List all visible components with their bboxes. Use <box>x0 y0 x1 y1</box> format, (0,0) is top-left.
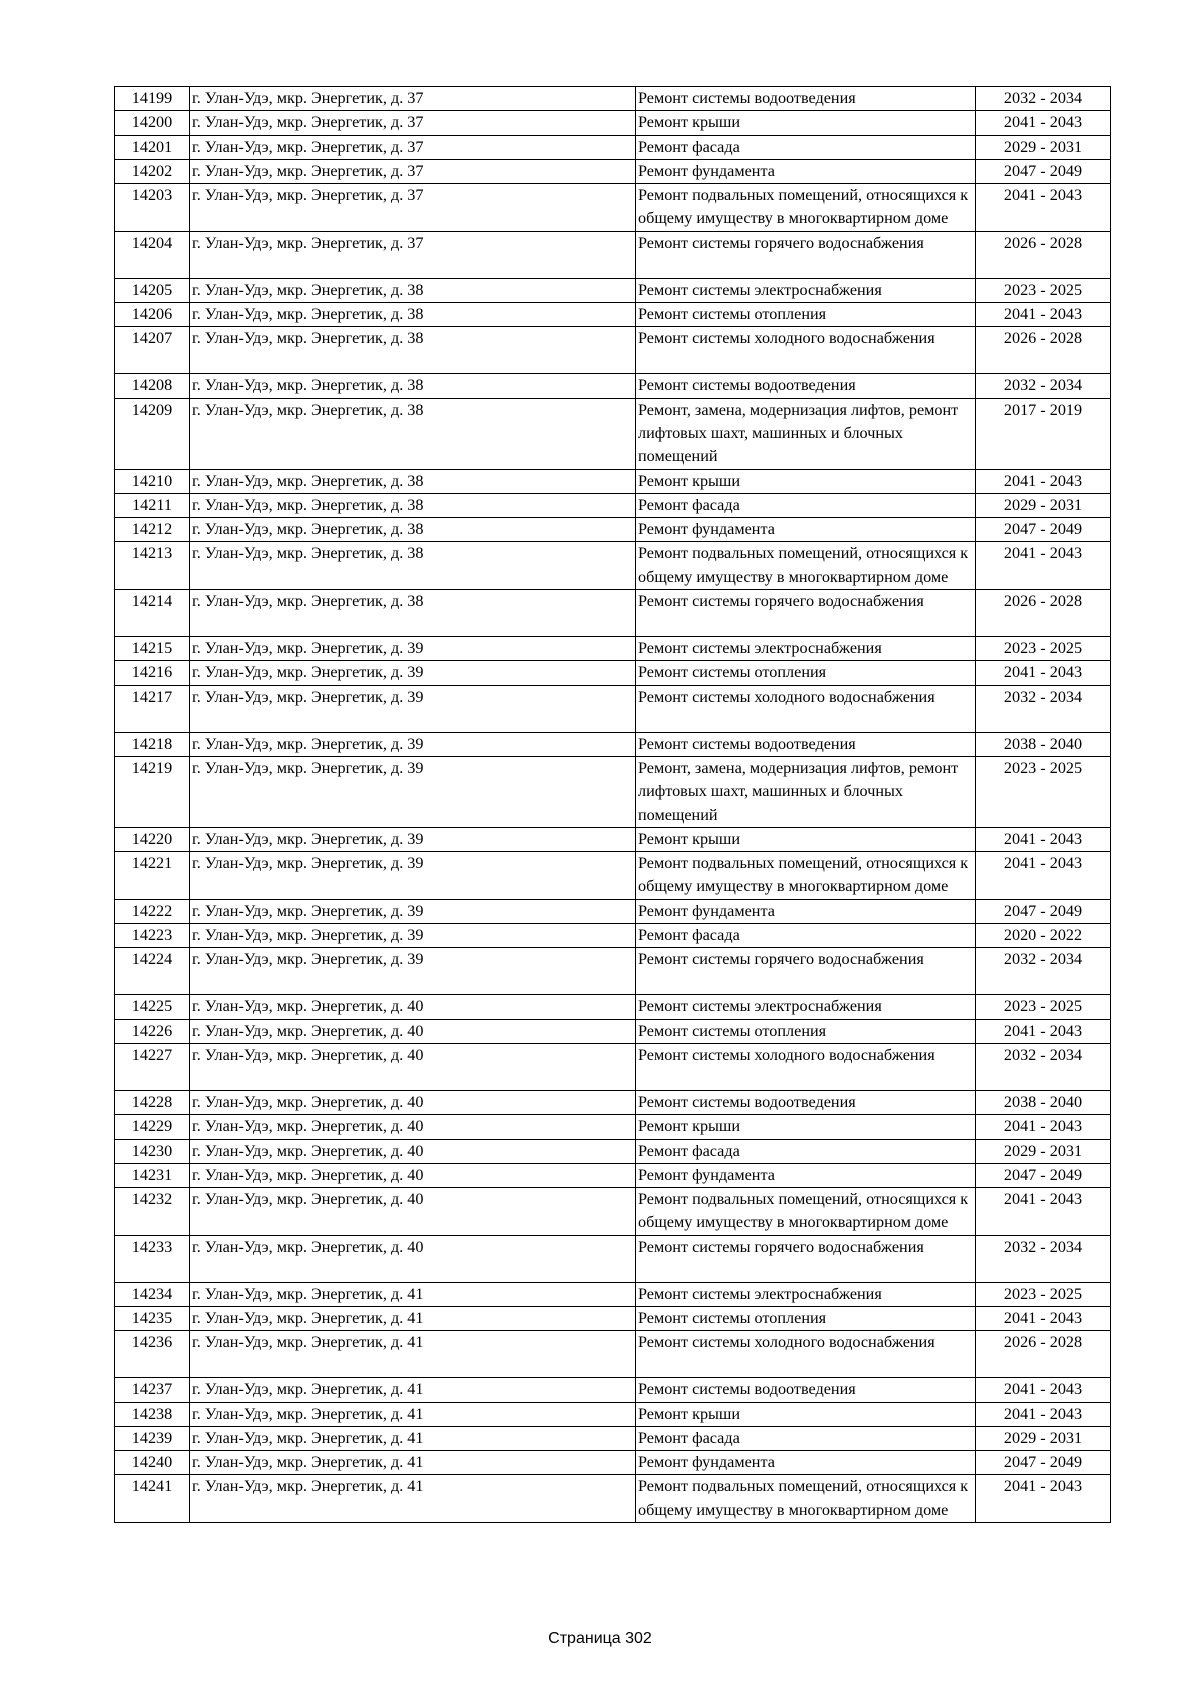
table-row <box>115 637 1111 661</box>
period-cell: 2041 - 2043 <box>976 542 1111 590</box>
address-cell: г. Улан-Удэ, мкр. Энергетик, д. 40 <box>190 1163 636 1187</box>
address-cell: г. Улан-Удэ, мкр. Энергетик, д. 41 <box>190 1402 636 1426</box>
period-cell: 2026 - 2028 <box>976 1331 1111 1378</box>
work-type-cell: Ремонт системы отопления <box>636 661 976 685</box>
work-type-cell: Ремонт подвальных помещений, относящихся к общему имуществу в многоквартирном доме <box>636 184 976 232</box>
table-row <box>115 1090 1111 1114</box>
address-cell: г. Улан-Удэ, мкр. Энергетик, д. 40 <box>190 1019 636 1043</box>
table-row <box>115 1163 1111 1187</box>
period-cell: 2041 - 2043 <box>976 469 1111 493</box>
table-row <box>115 899 1111 923</box>
table-row <box>115 1019 1111 1043</box>
table-row <box>115 1475 1111 1523</box>
table-row <box>115 469 1111 493</box>
row-number-cell: 14223 <box>115 924 190 948</box>
table-row <box>115 590 1111 637</box>
period-cell: 2047 - 2049 <box>976 518 1111 542</box>
work-type-cell: Ремонт системы холодного водоснабжения <box>636 685 976 732</box>
address-cell: г. Улан-Удэ, мкр. Энергетик, д. 40 <box>190 1139 636 1163</box>
row-number-cell: 14212 <box>115 518 190 542</box>
address-cell: г. Улан-Удэ, мкр. Энергетик, д. 40 <box>190 1043 636 1090</box>
address-cell: г. Улан-Удэ, мкр. Энергетик, д. 38 <box>190 374 636 398</box>
work-type-cell: Ремонт крыши <box>636 827 976 851</box>
work-type-cell: Ремонт фундамента <box>636 1163 976 1187</box>
address-cell: г. Улан-Удэ, мкр. Энергетик, д. 41 <box>190 1306 636 1330</box>
table-row <box>115 398 1111 469</box>
address-cell: г. Улан-Удэ, мкр. Энергетик, д. 38 <box>190 542 636 590</box>
address-cell: г. Улан-Удэ, мкр. Энергетик, д. 38 <box>190 590 636 637</box>
work-type-cell: Ремонт фундамента <box>636 159 976 183</box>
address-cell: г. Улан-Удэ, мкр. Энергетик, д. 39 <box>190 827 636 851</box>
period-cell: 2041 - 2043 <box>976 1115 1111 1139</box>
period-cell: 2032 - 2034 <box>976 87 1111 111</box>
work-type-cell: Ремонт фасада <box>636 1139 976 1163</box>
period-cell: 2041 - 2043 <box>976 303 1111 327</box>
table-row <box>115 756 1111 827</box>
table-row <box>115 231 1111 278</box>
address-cell: г. Улан-Удэ, мкр. Энергетик, д. 41 <box>190 1331 636 1378</box>
address-cell: г. Улан-Удэ, мкр. Энергетик, д. 41 <box>190 1282 636 1306</box>
row-number-cell: 14229 <box>115 1115 190 1139</box>
table-row <box>115 1331 1111 1378</box>
address-cell: г. Улан-Удэ, мкр. Энергетик, д. 38 <box>190 303 636 327</box>
table-row <box>115 685 1111 732</box>
work-type-cell: Ремонт системы холодного водоснабжения <box>636 1331 976 1378</box>
period-cell: 2023 - 2025 <box>976 278 1111 302</box>
work-type-cell: Ремонт системы электроснабжения <box>636 278 976 302</box>
work-type-cell: Ремонт системы электроснабжения <box>636 995 976 1019</box>
period-cell: 2032 - 2034 <box>976 1235 1111 1282</box>
address-cell: г. Улан-Удэ, мкр. Энергетик, д. 41 <box>190 1426 636 1450</box>
address-cell: г. Улан-Удэ, мкр. Энергетик, д. 38 <box>190 398 636 469</box>
period-cell: 2041 - 2043 <box>976 1306 1111 1330</box>
table-row <box>115 732 1111 756</box>
period-cell: 2041 - 2043 <box>976 184 1111 232</box>
row-number-cell: 14203 <box>115 184 190 232</box>
address-cell: г. Улан-Удэ, мкр. Энергетик, д. 37 <box>190 159 636 183</box>
address-cell: г. Улан-Удэ, мкр. Энергетик, д. 38 <box>190 327 636 374</box>
address-cell: г. Улан-Удэ, мкр. Энергетик, д. 39 <box>190 732 636 756</box>
address-cell: г. Улан-Удэ, мкр. Энергетик, д. 38 <box>190 278 636 302</box>
row-number-cell: 14209 <box>115 398 190 469</box>
row-number-cell: 14215 <box>115 637 190 661</box>
row-number-cell: 14240 <box>115 1451 190 1475</box>
address-cell: г. Улан-Удэ, мкр. Энергетик, д. 39 <box>190 685 636 732</box>
period-cell: 2041 - 2043 <box>976 1019 1111 1043</box>
work-type-cell: Ремонт системы водоотведения <box>636 374 976 398</box>
period-cell: 2041 - 2043 <box>976 827 1111 851</box>
work-type-cell: Ремонт системы отопления <box>636 303 976 327</box>
period-cell: 2020 - 2022 <box>976 924 1111 948</box>
period-cell: 2038 - 2040 <box>976 732 1111 756</box>
row-number-cell: 14207 <box>115 327 190 374</box>
work-type-cell: Ремонт подвальных помещений, относящихся к общему имуществу в многоквартирном доме <box>636 1188 976 1236</box>
work-type-cell: Ремонт фасада <box>636 135 976 159</box>
row-number-cell: 14216 <box>115 661 190 685</box>
period-cell: 2041 - 2043 <box>976 1475 1111 1523</box>
row-number-cell: 14227 <box>115 1043 190 1090</box>
address-cell: г. Улан-Удэ, мкр. Энергетик, д. 40 <box>190 1090 636 1114</box>
address-cell: г. Улан-Удэ, мкр. Энергетик, д. 39 <box>190 661 636 685</box>
row-number-cell: 14225 <box>115 995 190 1019</box>
row-number-cell: 14201 <box>115 135 190 159</box>
address-cell: г. Улан-Удэ, мкр. Энергетик, д. 39 <box>190 637 636 661</box>
row-number-cell: 14236 <box>115 1331 190 1378</box>
period-cell: 2026 - 2028 <box>976 327 1111 374</box>
address-cell: г. Улан-Удэ, мкр. Энергетик, д. 38 <box>190 469 636 493</box>
work-type-cell: Ремонт системы водоотведения <box>636 1090 976 1114</box>
row-number-cell: 14224 <box>115 948 190 995</box>
address-cell: г. Улан-Удэ, мкр. Энергетик, д. 37 <box>190 87 636 111</box>
work-type-cell: Ремонт фундамента <box>636 518 976 542</box>
row-number-cell: 14237 <box>115 1378 190 1402</box>
work-type-cell: Ремонт фундамента <box>636 1451 976 1475</box>
row-number-cell: 14200 <box>115 111 190 135</box>
row-number-cell: 14205 <box>115 278 190 302</box>
period-cell: 2026 - 2028 <box>976 231 1111 278</box>
table-row <box>115 1115 1111 1139</box>
address-cell: г. Улан-Удэ, мкр. Энергетик, д. 41 <box>190 1475 636 1523</box>
address-cell: г. Улан-Удэ, мкр. Энергетик, д. 40 <box>190 995 636 1019</box>
table-row <box>115 1282 1111 1306</box>
work-type-cell: Ремонт системы электроснабжения <box>636 1282 976 1306</box>
work-type-cell: Ремонт крыши <box>636 469 976 493</box>
work-type-cell: Ремонт системы горячего водоснабжения <box>636 231 976 278</box>
row-number-cell: 14232 <box>115 1188 190 1236</box>
table-row <box>115 184 1111 232</box>
work-type-cell: Ремонт крыши <box>636 1115 976 1139</box>
address-cell: г. Улан-Удэ, мкр. Энергетик, д. 39 <box>190 948 636 995</box>
period-cell: 2041 - 2043 <box>976 1402 1111 1426</box>
address-cell: г. Улан-Удэ, мкр. Энергетик, д. 39 <box>190 899 636 923</box>
period-cell: 2023 - 2025 <box>976 995 1111 1019</box>
row-number-cell: 14234 <box>115 1282 190 1306</box>
work-type-cell: Ремонт системы водоотведения <box>636 87 976 111</box>
table-row <box>115 159 1111 183</box>
work-type-cell: Ремонт системы горячего водоснабжения <box>636 948 976 995</box>
address-cell: г. Улан-Удэ, мкр. Энергетик, д. 38 <box>190 493 636 517</box>
address-cell: г. Улан-Удэ, мкр. Энергетик, д. 40 <box>190 1188 636 1236</box>
row-number-cell: 14222 <box>115 899 190 923</box>
work-type-cell: Ремонт системы горячего водоснабжения <box>636 1235 976 1282</box>
work-type-cell: Ремонт крыши <box>636 111 976 135</box>
work-type-cell: Ремонт, замена, модернизация лифтов, ремонт лифтовых шахт, машинных и блочных помещений <box>636 398 976 469</box>
period-cell: 2023 - 2025 <box>976 637 1111 661</box>
table-row <box>115 135 1111 159</box>
table-body <box>115 87 1111 1523</box>
work-type-cell: Ремонт фундамента <box>636 899 976 923</box>
row-number-cell: 14226 <box>115 1019 190 1043</box>
table-row <box>115 327 1111 374</box>
address-cell: г. Улан-Удэ, мкр. Энергетик, д. 37 <box>190 231 636 278</box>
row-number-cell: 14217 <box>115 685 190 732</box>
table-row <box>115 493 1111 517</box>
address-cell: г. Улан-Удэ, мкр. Энергетик, д. 40 <box>190 1115 636 1139</box>
period-cell: 2032 - 2034 <box>976 1043 1111 1090</box>
row-number-cell: 14228 <box>115 1090 190 1114</box>
period-cell: 2023 - 2025 <box>976 756 1111 827</box>
period-cell: 2041 - 2043 <box>976 852 1111 900</box>
work-type-cell: Ремонт крыши <box>636 1402 976 1426</box>
table-row <box>115 1306 1111 1330</box>
table-row <box>115 827 1111 851</box>
address-cell: г. Улан-Удэ, мкр. Энергетик, д. 39 <box>190 852 636 900</box>
address-cell: г. Улан-Удэ, мкр. Энергетик, д. 37 <box>190 184 636 232</box>
period-cell: 2032 - 2034 <box>976 685 1111 732</box>
row-number-cell: 14210 <box>115 469 190 493</box>
table-row <box>115 374 1111 398</box>
period-cell: 2032 - 2034 <box>976 374 1111 398</box>
table-row <box>115 1188 1111 1236</box>
table-row <box>115 518 1111 542</box>
row-number-cell: 14218 <box>115 732 190 756</box>
row-number-cell: 14233 <box>115 1235 190 1282</box>
table-row <box>115 924 1111 948</box>
row-number-cell: 14220 <box>115 827 190 851</box>
table-row <box>115 87 1111 111</box>
table-row <box>115 661 1111 685</box>
row-number-cell: 14202 <box>115 159 190 183</box>
row-number-cell: 14213 <box>115 542 190 590</box>
work-type-cell: Ремонт подвальных помещений, относящихся к общему имуществу в многоквартирном доме <box>636 852 976 900</box>
table-row <box>115 1378 1111 1402</box>
address-cell: г. Улан-Удэ, мкр. Энергетик, д. 38 <box>190 518 636 542</box>
address-cell: г. Улан-Удэ, мкр. Энергетик, д. 41 <box>190 1378 636 1402</box>
work-type-cell: Ремонт системы отопления <box>636 1019 976 1043</box>
period-cell: 2029 - 2031 <box>976 493 1111 517</box>
period-cell: 2047 - 2049 <box>976 1451 1111 1475</box>
table-row <box>115 1451 1111 1475</box>
table-row <box>115 852 1111 900</box>
row-number-cell: 14230 <box>115 1139 190 1163</box>
period-cell: 2047 - 2049 <box>976 159 1111 183</box>
row-number-cell: 14221 <box>115 852 190 900</box>
period-cell: 2041 - 2043 <box>976 1378 1111 1402</box>
work-type-cell: Ремонт подвальных помещений, относящихся к общему имуществу в многоквартирном доме <box>636 542 976 590</box>
table-row <box>115 542 1111 590</box>
address-cell: г. Улан-Удэ, мкр. Энергетик, д. 41 <box>190 1451 636 1475</box>
work-type-cell: Ремонт системы электроснабжения <box>636 637 976 661</box>
period-cell: 2038 - 2040 <box>976 1090 1111 1114</box>
address-cell: г. Улан-Удэ, мкр. Энергетик, д. 39 <box>190 924 636 948</box>
table-row <box>115 1426 1111 1450</box>
period-cell: 2029 - 2031 <box>976 1139 1111 1163</box>
period-cell: 2047 - 2049 <box>976 1163 1111 1187</box>
table-row <box>115 948 1111 995</box>
table-row <box>115 111 1111 135</box>
table-row <box>115 1139 1111 1163</box>
row-number-cell: 14206 <box>115 303 190 327</box>
work-type-cell: Ремонт фасада <box>636 1426 976 1450</box>
table-row <box>115 1402 1111 1426</box>
work-type-cell: Ремонт системы холодного водоснабжения <box>636 1043 976 1090</box>
table-row <box>115 1235 1111 1282</box>
row-number-cell: 14204 <box>115 231 190 278</box>
repair-schedule-table <box>114 86 1111 1523</box>
row-number-cell: 14199 <box>115 87 190 111</box>
row-number-cell: 14231 <box>115 1163 190 1187</box>
work-type-cell: Ремонт фасада <box>636 924 976 948</box>
period-cell: 2017 - 2019 <box>976 398 1111 469</box>
table-row <box>115 278 1111 302</box>
work-type-cell: Ремонт системы холодного водоснабжения <box>636 327 976 374</box>
table-row <box>115 1043 1111 1090</box>
address-cell: г. Улан-Удэ, мкр. Энергетик, д. 40 <box>190 1235 636 1282</box>
period-cell: 2041 - 2043 <box>976 111 1111 135</box>
period-cell: 2029 - 2031 <box>976 135 1111 159</box>
work-type-cell: Ремонт системы водоотведения <box>636 1378 976 1402</box>
period-cell: 2029 - 2031 <box>976 1426 1111 1450</box>
row-number-cell: 14241 <box>115 1475 190 1523</box>
row-number-cell: 14211 <box>115 493 190 517</box>
row-number-cell: 14208 <box>115 374 190 398</box>
period-cell: 2041 - 2043 <box>976 661 1111 685</box>
table-row <box>115 303 1111 327</box>
period-cell: 2026 - 2028 <box>976 590 1111 637</box>
period-cell: 2047 - 2049 <box>976 899 1111 923</box>
work-type-cell: Ремонт подвальных помещений, относящихся к общему имуществу в многоквартирном доме <box>636 1475 976 1523</box>
work-type-cell: Ремонт, замена, модернизация лифтов, ремонт лифтовых шахт, машинных и блочных помещений <box>636 756 976 827</box>
page-number: Страница 302 <box>548 1630 652 1647</box>
work-type-cell: Ремонт системы горячего водоснабжения <box>636 590 976 637</box>
address-cell: г. Улан-Удэ, мкр. Энергетик, д. 37 <box>190 135 636 159</box>
period-cell: 2023 - 2025 <box>976 1282 1111 1306</box>
row-number-cell: 14214 <box>115 590 190 637</box>
address-cell: г. Улан-Удэ, мкр. Энергетик, д. 37 <box>190 111 636 135</box>
repair-schedule-table-wrapper <box>114 86 1110 1523</box>
period-cell: 2032 - 2034 <box>976 948 1111 995</box>
row-number-cell: 14219 <box>115 756 190 827</box>
work-type-cell: Ремонт системы водоотведения <box>636 732 976 756</box>
work-type-cell: Ремонт фасада <box>636 493 976 517</box>
table-row <box>115 995 1111 1019</box>
row-number-cell: 14235 <box>115 1306 190 1330</box>
period-cell: 2041 - 2043 <box>976 1188 1111 1236</box>
row-number-cell: 14239 <box>115 1426 190 1450</box>
row-number-cell: 14238 <box>115 1402 190 1426</box>
address-cell: г. Улан-Удэ, мкр. Энергетик, д. 39 <box>190 756 636 827</box>
work-type-cell: Ремонт системы отопления <box>636 1306 976 1330</box>
